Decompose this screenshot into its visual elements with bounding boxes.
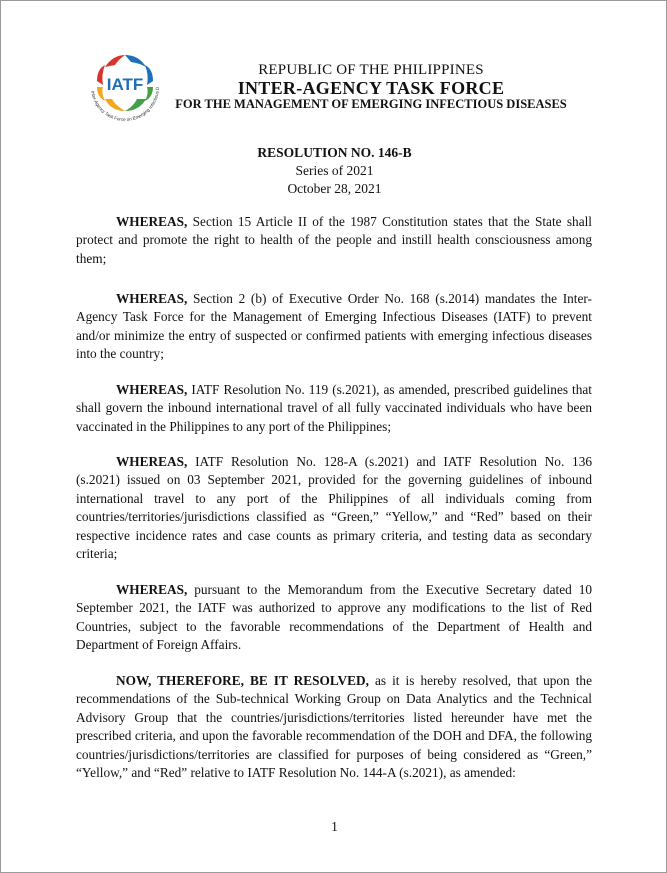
paragraph-text: as it is hereby resolved, that upon the recommendations of the Sub-technical Working Group on Data Analytics and the Technical Advisory Group that the countries/jurisdictions/territories listed hereunder have met the prescribed criteria, and upon the favorable recommendation of the DOH and DFA, the following countries/jurisdictions/territories are classified for purposes of being considered as “Green,” “Yellow,” and “Red” relative to IATF Resolution No. 144-A (s.2021), as amended: [76, 673, 592, 781]
paragraph-lead: WHEREAS, [116, 582, 188, 597]
logo-ring-text: Inter-Agency Task Force on Emerging Infectious D [90, 86, 161, 123]
paragraph-text: IATF Resolution No. 128-A (s.2021) and IATF Resolution No. 136 (s.2021) issued on 03 September 2021, provided for the governing guidelines of inbound international travel to any port of the Philippines of all individuals coming from countries/territories/jurisdictions classified as “Green,” “Yellow,” and “Red” based on their respective incidence rates and case counts as primary criteria, and testing data as secondary criteria; [76, 454, 592, 562]
header-republic: REPUBLIC OF THE PHILIPPINES [258, 62, 484, 78]
paragraph-lead: WHEREAS, [116, 214, 188, 229]
resolution-series: Series of 2021 [295, 163, 374, 178]
paragraph-2 [76, 290, 592, 364]
header-subtitle: FOR THE MANAGEMENT OF EMERGING INFECTIOUS DISEASES [175, 97, 567, 111]
paragraph-text: Section 2 (b) of Executive Order No. 168 (s.2014) mandates the Inter-Agency Task Force for the Management of Emerging Infectious Diseases (IATF) to prevent and/or minimize the entry of suspected or confirmed patients with emerging infectious diseases into the country; [76, 291, 592, 362]
iatf-logo [79, 41, 171, 133]
paragraph-4 [76, 453, 592, 563]
header-agency: INTER-AGENCY TASK FORCE [237, 78, 505, 98]
logo-acronym: IATF [106, 75, 144, 94]
paragraph-6 [76, 672, 592, 782]
paragraph-lead: NOW, THEREFORE, BE IT RESOLVED, [116, 673, 369, 688]
resolution-number: RESOLUTION NO. 146-B [257, 145, 412, 160]
paragraph-3 [76, 381, 592, 436]
paragraph-text: pursuant to the Memorandum from the Executive Secretary dated 10 September 2021, the IATF was authorized to approve any modifications to the list of Red Countries, subject to the favorable recommendations of the Department of Health and Department of Foreign Affairs. [76, 582, 592, 653]
paragraph-lead: WHEREAS, [116, 382, 188, 397]
resolution-date: October 28, 2021 [287, 181, 382, 196]
paragraph-5 [76, 581, 592, 655]
paragraph-1 [76, 213, 592, 268]
paragraph-text: Section 15 Article II of the 1987 Constitution states that the State shall protect and promote the right to health of the people and instill health consciousness among them; [76, 214, 592, 266]
paragraph-text: IATF Resolution No. 119 (s.2021), as amended, prescribed guidelines that shall govern the inbound international travel of all fully vaccinated individuals who have been vaccinated in the Philippines to any port of the Philippines; [76, 382, 592, 434]
paragraph-lead: WHEREAS, [116, 291, 188, 306]
paragraph-lead: WHEREAS, [116, 454, 188, 469]
page-number: 1 [331, 819, 338, 834]
